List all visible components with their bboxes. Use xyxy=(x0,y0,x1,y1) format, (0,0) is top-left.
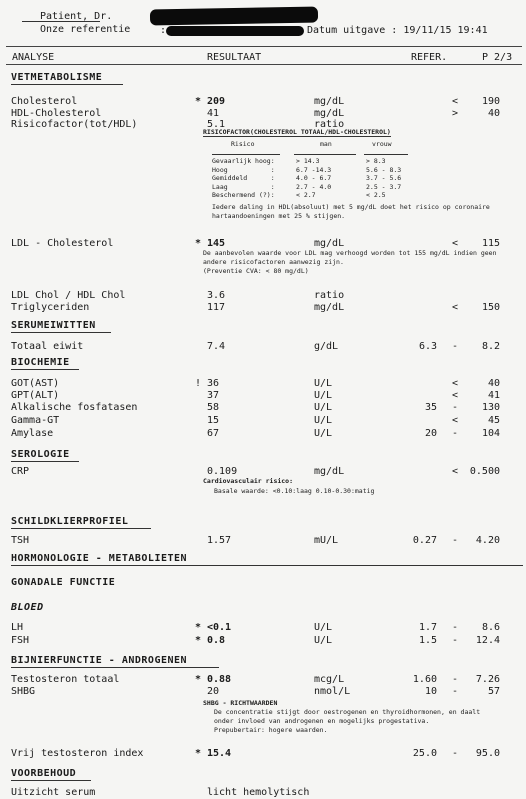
row-gpt-op: < xyxy=(452,390,459,401)
row-shbg-value: 20 xyxy=(207,686,220,697)
redacted-reference xyxy=(166,26,304,36)
row-trig-unit: mg/dL xyxy=(314,302,345,313)
row-lh-name: LH xyxy=(11,622,24,633)
row-fsh-high: 12.4 xyxy=(475,635,500,646)
row-shbg-name: SHBG xyxy=(11,686,36,697)
row-chol-op: < xyxy=(452,96,459,107)
section-underline xyxy=(11,461,79,462)
section-schildklierprofiel: SCHILDKLIERPROFIEL xyxy=(11,516,129,527)
ldl-note-2: andere risicofactoren aanwezig zijn. xyxy=(203,258,344,266)
row-tsh-name: TSH xyxy=(11,535,30,546)
row-ldl-value: 145 xyxy=(207,238,226,249)
row-fsh-op: - xyxy=(452,635,459,646)
risk-table-title: RISICOFACTOR(CHOLESTEROL TOTAAL/HDL-CHOLESTEROL) xyxy=(203,128,391,136)
row-fsh-flag: * xyxy=(195,635,202,646)
section-underline xyxy=(11,565,523,566)
row-ldlhdl-name: LDL Chol / HDL Chol xyxy=(11,290,126,301)
row-got-unit: U/L xyxy=(314,378,333,389)
row-alk-unit: U/L xyxy=(314,402,333,413)
row-eiwit-name: Totaal eiwit xyxy=(11,341,84,352)
row-fsh-name: FSH xyxy=(11,635,30,646)
risk-row-vrouw: 5.6 - 8.3 xyxy=(366,165,402,174)
section-vetmetabolisme: VETMETABOLISME xyxy=(11,72,103,83)
row-testo-name: Testosteron totaal xyxy=(11,674,120,685)
risk-row-label: Laag : xyxy=(212,182,275,191)
row-ldlhdl-value: 3.6 xyxy=(207,290,226,301)
risk-row-man: > 14.3 xyxy=(296,157,320,165)
risk-row-vrouw: 3.7 - 5.6 xyxy=(366,174,402,183)
row-lh-op: - xyxy=(452,622,459,633)
row-risico-name: Risicofactor(tot/HDL) xyxy=(11,119,138,130)
row-crp-value: 0.109 xyxy=(207,466,238,477)
crp-note-title: Cardiovasculair risico: xyxy=(203,477,294,485)
row-eiwit-unit: g/dL xyxy=(314,341,339,352)
row-tsh-op: - xyxy=(452,535,459,546)
row-ggt-high: 45 xyxy=(487,415,500,426)
row-chol-value: 209 xyxy=(207,96,226,107)
crp-note-1: Basale waarde: <0.10:laag 0.10-0.30:matig xyxy=(214,487,375,495)
row-ldl-op: < xyxy=(452,238,459,249)
risk-row-label: Beschermend (?): xyxy=(212,191,275,200)
row-testo-unit: mcg/L xyxy=(314,674,345,685)
row-alk-op: - xyxy=(452,402,459,413)
risk-head-risico: Risico xyxy=(231,140,255,148)
reference-label: Onze referentie xyxy=(40,24,131,35)
row-amyl-name: Amylase xyxy=(11,428,54,439)
section-serologie: SEROLOGIE xyxy=(11,449,70,460)
risk-row-vrouw: 2.5 - 3.7 xyxy=(366,182,402,191)
risk-note-2: hartaandoeningen met 25 % stijgen. xyxy=(212,212,346,220)
risk-row-vrouw: < 2.5 xyxy=(366,191,386,200)
row-tsh-low: 0.27 xyxy=(412,535,437,546)
row-hdl-high: 40 xyxy=(487,108,500,119)
col-reference: REFER. xyxy=(411,52,448,63)
row-crp-op: < xyxy=(452,466,459,477)
shbg-note-3: Prepubertair: hogere waarden. xyxy=(214,726,328,734)
row-ggt-unit: U/L xyxy=(314,415,333,426)
shbg-note-2: onder invloed van androgenen en mogelijks progestativa. xyxy=(214,717,430,725)
risk-head-rule-3 xyxy=(364,154,408,155)
row-vti-flag: * xyxy=(195,748,202,759)
row-crp-high: 0.500 xyxy=(469,466,500,477)
row-ldl-high: 115 xyxy=(481,238,500,249)
section-underline xyxy=(11,780,91,781)
row-shbg-high: 57 xyxy=(487,686,500,697)
row-got-value: 36 xyxy=(207,378,220,389)
row-trig-op: < xyxy=(452,302,459,313)
patient-label: Patient, Dr. xyxy=(40,11,113,22)
row-amyl-op: - xyxy=(452,428,459,439)
shbg-note-title: SHBG - RICHTWAARDEN xyxy=(203,699,278,707)
risk-row-man: < 2.7 xyxy=(296,191,316,200)
row-tsh-value: 1.57 xyxy=(207,535,232,546)
row-fsh-unit: U/L xyxy=(314,635,333,646)
risk-head-man: man xyxy=(320,140,332,148)
section-hormonologie: HORMONOLOGIE - METABOLIETEN xyxy=(11,553,188,564)
row-shbg-unit: nmol/L xyxy=(314,686,351,697)
row-got-op: < xyxy=(452,378,459,389)
row-chol-name: Cholesterol xyxy=(11,96,78,107)
risk-row-label: Hoog : xyxy=(212,165,275,174)
row-testo-flag: * xyxy=(195,674,202,685)
row-amyl-value: 67 xyxy=(207,428,220,439)
row-got-flag: ! xyxy=(195,378,202,389)
row-lh-low: 1.7 xyxy=(418,622,437,633)
col-analysis: ANALYSE xyxy=(12,52,55,63)
section-underline xyxy=(11,84,123,85)
row-testo-low: 1.60 xyxy=(412,674,437,685)
ldl-note-1: De aanbevolen waarde voor LDL mag verhoogd worden tot 155 mg/dL indien geen xyxy=(203,249,497,257)
risk-note-1: Iedere daling in HDL(absoluut) met 5 mg/dL doet het risico op coronaire xyxy=(212,203,490,211)
section-bijnierfunctie: BIJNIERFUNCTIE - ANDROGENEN xyxy=(11,655,188,666)
row-amyl-high: 104 xyxy=(481,428,500,439)
risk-row-vrouw: > 8.3 xyxy=(366,157,386,165)
risk-row-man: 4.0 - 6.7 xyxy=(296,174,332,183)
row-trig-high: 150 xyxy=(481,302,500,313)
row-shbg-low: 10 xyxy=(424,686,437,697)
row-chol-high: 190 xyxy=(481,96,500,107)
col-result: RESULTAAT xyxy=(207,52,262,63)
row-alk-high: 130 xyxy=(481,402,500,413)
row-got-high: 40 xyxy=(487,378,500,389)
risk-row-man: 2.7 - 4.0 xyxy=(296,182,332,191)
row-risico-unit: ratio xyxy=(314,119,345,130)
risk-row-label: Gevaarlijk hoog: xyxy=(212,157,275,165)
row-alk-low: 35 xyxy=(424,402,437,413)
row-gpt-name: GPT(ALT) xyxy=(11,390,60,401)
row-risico-value: 5.1 xyxy=(207,119,226,130)
row-hdl-name: HDL-Cholesterol xyxy=(11,108,102,119)
reference-colon: : xyxy=(160,25,167,36)
row-serum-value: licht hemolytisch xyxy=(207,787,310,798)
row-trig-value: 117 xyxy=(207,302,226,313)
row-tsh-unit: mU/L xyxy=(314,535,339,546)
row-gpt-high: 41 xyxy=(487,390,500,401)
section-underline xyxy=(11,667,219,668)
row-eiwit-value: 7.4 xyxy=(207,341,226,352)
row-ggt-value: 15 xyxy=(207,415,220,426)
header-rule-bottom xyxy=(6,64,522,65)
section-underline xyxy=(11,332,111,333)
row-testo-value: 0.88 xyxy=(207,674,232,685)
section-voorbehoud: VOORBEHOUD xyxy=(11,768,77,779)
row-vti-high: 95.0 xyxy=(475,748,500,759)
row-ggt-op: < xyxy=(452,415,459,426)
ldl-note-3: (Preventie CVA: < 80 mg/dL) xyxy=(203,267,309,275)
section-bloed: BLOED xyxy=(11,602,44,613)
redacted-patient-name xyxy=(150,7,318,26)
section-serumeiwitten: SERUMEIWITTEN xyxy=(11,320,96,331)
risk-head-vrouw: vrouw xyxy=(372,140,392,148)
row-serum-name: Uitzicht serum xyxy=(11,787,96,798)
row-amyl-unit: U/L xyxy=(314,428,333,439)
row-vti-name: Vrij testosteron index xyxy=(11,748,144,759)
row-chol-flag: * xyxy=(195,96,202,107)
date-issued: Datum uitgave : 19/11/15 19:41 xyxy=(307,25,488,36)
section-gonadale-functie: GONADALE FUNCTIE xyxy=(11,577,116,588)
row-vti-low: 25.0 xyxy=(412,748,437,759)
row-ggt-name: Gamma-GT xyxy=(11,415,60,426)
risk-head-rule-2 xyxy=(294,154,356,155)
row-trig-name: Triglyceriden xyxy=(11,302,90,313)
row-alk-value: 58 xyxy=(207,402,220,413)
shbg-note-1: De concentratie stijgt door oestrogenen en thyroidhormonen, en daalt xyxy=(214,708,481,716)
row-ldl-flag: * xyxy=(195,238,202,249)
row-hdl-unit: mg/dL xyxy=(314,108,345,119)
row-ldlhdl-unit: ratio xyxy=(314,290,345,301)
row-hdl-op: > xyxy=(452,108,459,119)
risk-head-rule-1 xyxy=(212,154,280,155)
row-lh-value: <0.1 xyxy=(207,622,232,633)
risk-row-man: 6.7 -14.3 xyxy=(296,165,332,174)
row-got-name: GOT(AST) xyxy=(11,378,60,389)
row-lh-flag: * xyxy=(195,622,202,633)
row-chol-unit: mg/dL xyxy=(314,96,345,107)
row-gpt-value: 37 xyxy=(207,390,220,401)
section-underline xyxy=(11,369,79,370)
row-lh-unit: U/L xyxy=(314,622,333,633)
risk-title-underline xyxy=(203,136,391,137)
row-testo-high: 7.26 xyxy=(475,674,500,685)
row-vti-op: - xyxy=(452,748,459,759)
section-underline xyxy=(11,528,151,529)
row-hdl-value: 41 xyxy=(207,108,220,119)
row-eiwit-high: 8.2 xyxy=(481,341,500,352)
section-biochemie: BIOCHEMIE xyxy=(11,357,70,368)
row-vti-value: 15.4 xyxy=(207,748,232,759)
row-ldl-unit: mg/dL xyxy=(314,238,345,249)
row-gpt-unit: U/L xyxy=(314,390,333,401)
header-rule-top xyxy=(6,46,522,47)
row-amyl-low: 20 xyxy=(424,428,437,439)
row-fsh-low: 1.5 xyxy=(418,635,437,646)
col-page: P 2/3 xyxy=(482,52,513,63)
row-fsh-value: 0.8 xyxy=(207,635,226,646)
row-testo-op: - xyxy=(452,674,459,685)
row-crp-name: CRP xyxy=(11,466,30,477)
row-ldl-name: LDL - Cholesterol xyxy=(11,238,114,249)
row-eiwit-op: - xyxy=(452,341,459,352)
row-tsh-high: 4.20 xyxy=(475,535,500,546)
row-alk-name: Alkalische fosfatasen xyxy=(11,402,138,413)
row-shbg-op: - xyxy=(452,686,459,697)
risk-row-label: Gemiddeld : xyxy=(212,174,275,183)
row-crp-unit: mg/dL xyxy=(314,466,345,477)
row-eiwit-low: 6.3 xyxy=(418,341,437,352)
row-lh-high: 8.6 xyxy=(481,622,500,633)
